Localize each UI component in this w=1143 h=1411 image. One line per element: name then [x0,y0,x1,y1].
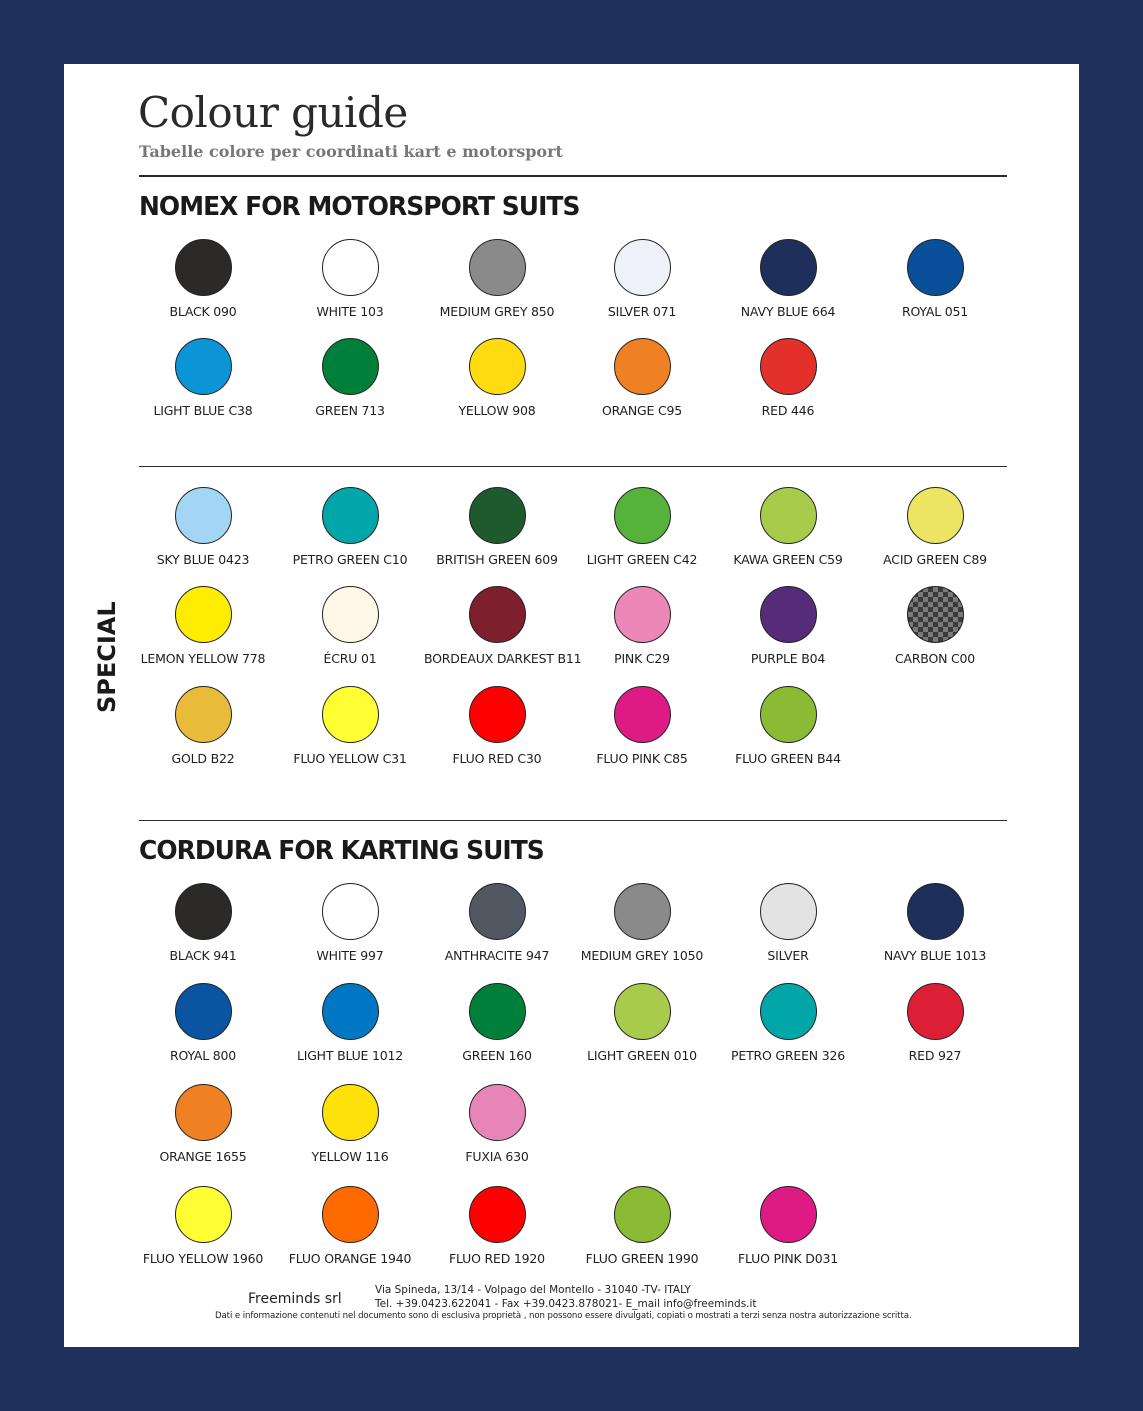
color-dot [322,1186,379,1243]
color-dot [469,1186,526,1243]
color-dot [760,338,817,395]
color-swatch [569,983,715,1075]
color-dot [760,586,817,643]
color-name-label: BORDEAUX DARKEST B11 [424,651,582,666]
color-name-label: PETRO GREEN C10 [292,552,408,567]
color-name-label: LIGHT GREEN C42 [586,552,698,567]
color-name-label: MEDIUM GREY 850 [439,304,555,319]
color-swatch [715,1186,861,1278]
color-swatch [569,586,715,678]
color-dot [907,883,964,940]
color-swatch [569,239,715,331]
color-dot [175,586,232,643]
color-dot [907,586,964,643]
color-dot [614,338,671,395]
color-dot [907,239,964,296]
color-name-label: LIGHT GREEN 010 [587,1048,697,1063]
color-dot [907,487,964,544]
color-swatch [715,686,861,778]
color-name-label: GREEN 160 [462,1048,532,1063]
color-swatch [424,239,570,331]
color-swatch [277,883,423,975]
color-dot [469,1084,526,1141]
color-name-label: BLACK 941 [169,948,237,963]
color-dot [175,686,232,743]
page-subtitle: Tabelle colore per coordinati kart e motorsport [139,142,563,161]
color-swatch [715,586,861,678]
color-name-label: FLUO YELLOW 1960 [142,1251,264,1266]
color-dot [175,338,232,395]
color-dot [175,883,232,940]
color-swatch [424,1186,570,1278]
color-dot [322,1084,379,1141]
color-swatch [277,686,423,778]
color-dot [322,883,379,940]
color-name-label: ORANGE C95 [601,403,683,418]
color-swatch [715,239,861,331]
color-dot [322,239,379,296]
color-swatch [424,686,570,778]
color-dot [614,487,671,544]
color-dot [760,487,817,544]
color-name-label: SKY BLUE 0423 [156,552,250,567]
special-section-label: SPECIAL [93,601,121,713]
color-name-label: PINK C29 [614,651,670,666]
color-name-label: SILVER 071 [607,304,677,319]
color-name-label: SILVER [767,948,809,963]
color-swatch [277,239,423,331]
footer-address: Via Spineda, 13/14 - Volpago del Montello - 31040 -TV- ITALY [375,1284,691,1296]
color-dot [175,1084,232,1141]
color-name-label: RED 927 [908,1048,962,1063]
color-name-label: BLACK 090 [169,304,237,319]
header-divider [139,175,1007,177]
color-dot [469,338,526,395]
color-dot [469,487,526,544]
color-swatch [277,338,423,430]
color-dot [175,239,232,296]
footer-company: Freeminds srl [248,1291,342,1307]
color-swatch [715,338,861,430]
color-name-label: FLUO GREEN B44 [735,751,841,766]
color-name-label: WHITE 103 [316,304,384,319]
color-dot [322,487,379,544]
color-swatch [130,487,276,579]
color-swatch [130,1084,276,1176]
color-name-label: FLUO YELLOW C31 [293,751,407,766]
color-swatch [862,983,1008,1075]
color-name-label: LIGHT BLUE C38 [153,403,253,418]
color-name-label: ORANGE 1655 [159,1149,247,1164]
color-dot [614,586,671,643]
color-dot [322,983,379,1040]
color-swatch [569,1186,715,1278]
color-dot [175,1186,232,1243]
cordura-section-title: CORDURA FOR KARTING SUITS [139,836,544,866]
color-name-label: CARBON C00 [894,651,976,666]
color-name-label: ROYAL 800 [169,1048,237,1063]
color-swatch [130,983,276,1075]
color-swatch [715,983,861,1075]
color-name-label: FUXIA 630 [465,1149,529,1164]
color-dot [907,983,964,1040]
color-name-label: PETRO GREEN 326 [731,1048,845,1063]
color-dot [760,686,817,743]
color-dot [760,1186,817,1243]
color-name-label: LIGHT BLUE 1012 [296,1048,404,1063]
color-name-label: FLUO RED C30 [452,751,542,766]
color-swatch [862,586,1008,678]
color-name-label: LEMON YELLOW 778 [140,651,266,666]
color-name-label: FLUO RED 1920 [449,1251,545,1266]
color-swatch [715,883,861,975]
color-swatch [569,883,715,975]
color-name-label: FLUO GREEN 1990 [585,1251,699,1266]
color-name-label: NAVY BLUE 1013 [883,948,987,963]
color-name-label: FLUO PINK D031 [738,1251,838,1266]
color-name-label: KAWA GREEN C59 [733,552,843,567]
color-swatch [277,983,423,1075]
color-dot [760,983,817,1040]
color-swatch [715,487,861,579]
color-dot [760,883,817,940]
color-swatch [277,1186,423,1278]
colour-guide-page [64,64,1079,1347]
color-dot [614,1186,671,1243]
color-dot [175,983,232,1040]
color-swatch [569,686,715,778]
color-dot [469,686,526,743]
color-name-label: GOLD B22 [171,751,235,766]
color-swatch [130,883,276,975]
color-name-label: NAVY BLUE 664 [740,304,836,319]
color-swatch [424,487,570,579]
color-swatch [130,338,276,430]
color-swatch [130,586,276,678]
color-dot [322,338,379,395]
color-dot [614,883,671,940]
page-title: Colour guide [138,88,408,137]
color-name-label: BRITISH GREEN 609 [436,552,558,567]
color-swatch [277,586,423,678]
color-swatch [424,883,570,975]
cordura-divider [139,820,1007,821]
color-dot [469,239,526,296]
color-name-label: YELLOW 116 [311,1149,389,1164]
nomex-section-title: NOMEX FOR MOTORSPORT SUITS [139,192,580,222]
color-name-label: FLUO ORANGE 1940 [288,1251,412,1266]
color-name-label: RED 446 [761,403,815,418]
color-name-label: FLUO PINK C85 [596,751,688,766]
color-swatch [862,883,1008,975]
color-dot [322,586,379,643]
color-swatch [130,686,276,778]
color-swatch [569,338,715,430]
color-dot [469,586,526,643]
color-dot [175,487,232,544]
color-swatch [424,338,570,430]
color-swatch [277,1084,423,1176]
color-swatch [130,1186,276,1278]
color-swatch [862,239,1008,331]
color-swatch [424,1084,570,1176]
color-name-label: MEDIUM GREY 1050 [580,948,704,963]
footer-legal-notice: Dati e informazione contenuti nel documento sono di esclusiva proprietà , non possono essere divulgati, copiati o mostrati a terzi senza nostra autorizzazione scritta. [215,1311,912,1321]
color-swatch [424,983,570,1075]
color-dot [614,686,671,743]
color-dot [469,983,526,1040]
color-name-label: ANTHRACITE 947 [444,948,550,963]
color-swatch [862,487,1008,579]
special-divider [139,466,1007,467]
color-name-label: ACID GREEN C89 [883,552,987,567]
color-name-label: ROYAL 051 [901,304,969,319]
color-dot [614,983,671,1040]
color-name-label: WHITE 997 [316,948,384,963]
color-name-label: GREEN 713 [315,403,385,418]
footer-contact: Tel. +39.0423.622041 - Fax +39.0423.878021- E_mail info@freeminds.it [375,1298,757,1310]
color-dot [322,686,379,743]
color-swatch [130,239,276,331]
color-name-label: PURPLE B04 [750,651,826,666]
color-name-label: ÉCRU 01 [323,651,377,666]
color-swatch [569,487,715,579]
color-dot [760,239,817,296]
color-name-label: YELLOW 908 [458,403,536,418]
color-swatch [277,487,423,579]
color-dot [469,883,526,940]
color-dot [614,239,671,296]
color-swatch [424,586,582,678]
